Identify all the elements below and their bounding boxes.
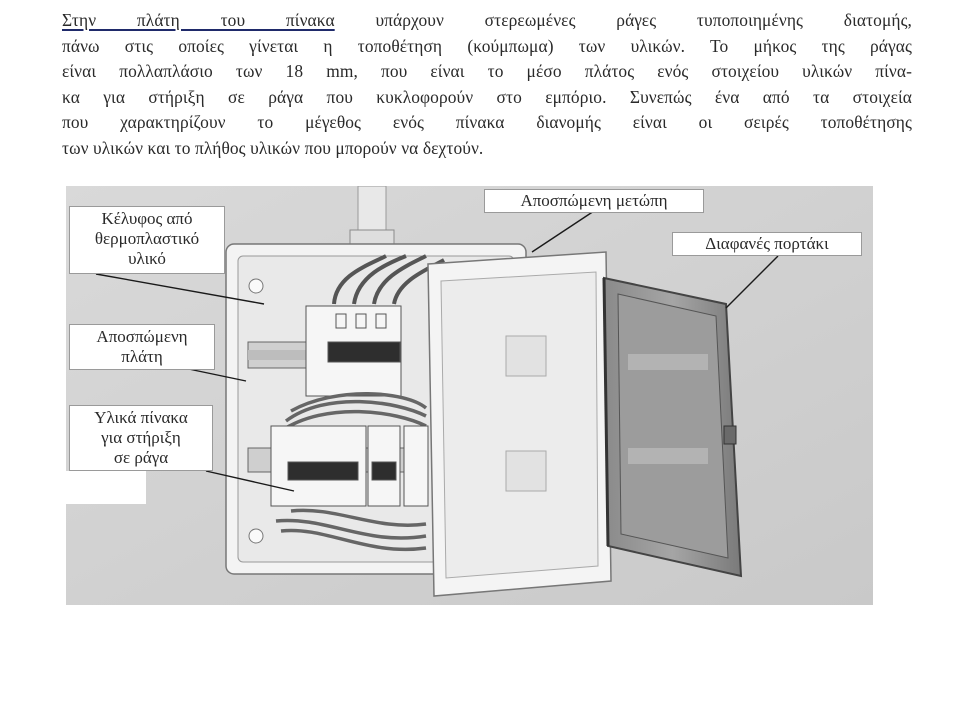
paragraph-line-1 bbox=[62, 8, 912, 34]
label-front-cover: Αποσπώμενη μετώπη bbox=[484, 189, 704, 213]
paragraph-line-1-rest: υπάρχουν στερεωμένες ράγες τυποποιημένης διατομής, bbox=[334, 10, 912, 30]
body-paragraph bbox=[62, 8, 912, 161]
label-shell-line-3: υλικό bbox=[128, 249, 166, 268]
paragraph-line-2: πάνω στις οποίες γίνεται η τοποθέτηση (κούμπωμα) των υλικών. Το μήκος της ράγας bbox=[62, 35, 912, 56]
distribution-board-photo bbox=[66, 186, 873, 605]
label-back-plate bbox=[69, 324, 215, 370]
label-rail-materials-line-2: για στήριξη bbox=[101, 428, 181, 447]
label-shell-line-1: Κέλυφος από bbox=[101, 209, 193, 228]
blank-patch bbox=[66, 471, 146, 504]
label-shell-line-2: θερμοπλαστικό bbox=[94, 229, 200, 248]
paragraph-line-4: κα για στήριξη σε ράγα που κυκλοφορούν στο εμπόριο. Συνεπώς ένα από τα στοιχεία bbox=[62, 86, 912, 107]
underlined-phrase: Στην πλάτη του πίνακα bbox=[62, 10, 335, 30]
label-rail-materials-line-1: Υλικά πίνακα bbox=[94, 408, 188, 427]
label-door: Διαφανές πορτάκι bbox=[672, 232, 862, 256]
paragraph-line-3: είναι πολλαπλάσιο των 18 mm, που είναι το μέσο πλάτος ενός στοιχείου υλικών πίνα- bbox=[62, 61, 912, 81]
label-shell bbox=[69, 206, 225, 274]
label-rail-materials bbox=[69, 405, 213, 471]
label-back-plate-line-1: Αποσπώμενη bbox=[96, 327, 188, 346]
label-rail-materials-line-3: σε ράγα bbox=[113, 448, 169, 467]
paragraph-line-5: που χαρακτηρίζουν το μέγεθος ενός πίνακα διανομής είναι οι σειρές τοποθέτησης bbox=[62, 112, 912, 132]
paragraph-line-6: των υλικών και το πλήθος υλικών που μπορούν να δεχτούν. bbox=[62, 137, 484, 158]
label-back-plate-line-2: πλάτη bbox=[121, 347, 163, 366]
